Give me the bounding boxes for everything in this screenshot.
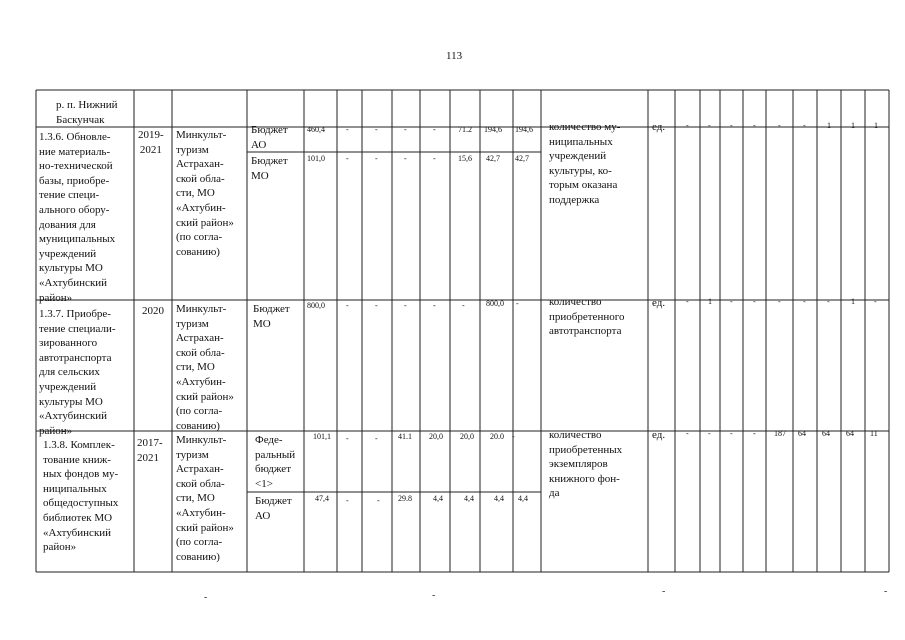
funding-value: 101,0 (307, 154, 325, 163)
funding-value: - (375, 434, 378, 443)
funding-source: Бюджет МО (253, 303, 290, 330)
target-value: 64 (822, 429, 830, 438)
target-value: - (730, 121, 733, 130)
funding-value: 4,4 (518, 494, 528, 503)
measure-name: 1.3.7. Приобре- тение специали- зированного автотранспорта для сельских учреждений культуры МО «Ахтубинский район» (39, 308, 116, 437)
settlement-name: р. п. Нижний Баскунчак (56, 99, 118, 126)
funding-source: Бюджет АО (251, 124, 288, 151)
executor: Минкульт- туризм Астрахан- ской обла- сти, МО «Ахтубин- ский район» (по согла- сованию) (176, 434, 234, 563)
funding-value: - (346, 125, 349, 134)
target-value: 1 (851, 121, 855, 130)
target-value: - (753, 121, 756, 130)
funding-value: - (375, 301, 378, 310)
target-value: 187 (774, 429, 786, 438)
unit: ед. (652, 121, 666, 133)
funding-value: - (346, 301, 349, 310)
funding-value: - (375, 125, 378, 134)
funding-value: - (346, 434, 349, 443)
funding-value: 20,0 (429, 432, 443, 441)
scan-mark: - (662, 586, 666, 597)
target-value: - (803, 121, 806, 130)
target-value: - (708, 429, 711, 438)
funding-value: 42,7 (486, 154, 500, 163)
funding-value: 20,0 (460, 432, 474, 441)
scan-mark: - (432, 590, 436, 601)
target-value: - (753, 429, 756, 438)
target-value: - (778, 121, 781, 130)
funding-value: - (375, 154, 378, 163)
funding-value: 41.1 (398, 432, 412, 441)
funding-value: 800,0 (486, 299, 504, 308)
measure-name: 1.3.6. Обновле- ние материаль- но-технической базы, приобре- тение специ- ального обору- дования для муниципальных учреждений культуры МО «Ахтубинский район» (39, 131, 116, 304)
target-value: - (730, 297, 733, 306)
funding-source: Феде- ральный бюджет <1> (255, 434, 296, 490)
target-value: 1 (827, 121, 831, 130)
indicator-name: количество приобретенного автотранспорта (549, 296, 625, 338)
target-value: 11 (870, 429, 878, 438)
measure-name: 1.3.8. Комплек- тование книж- ных фондов му- ниципальных общедоступных библиотек МО «Ахтубинский район» (43, 439, 119, 554)
funding-value: - (433, 154, 436, 163)
funding-value: 101,1 (313, 432, 331, 441)
funding-value: 800,0 (307, 301, 325, 310)
funding-value: 4,4 (433, 494, 443, 503)
indicator-name: количество приобретенных экземпляров книжного фон- да (549, 429, 623, 500)
funding-value: - (433, 301, 436, 310)
target-value: - (686, 429, 689, 438)
target-value: 1 (851, 297, 855, 306)
target-value: - (686, 297, 689, 306)
funding-value: 47,4 (315, 494, 329, 503)
funding-value: 29.8 (398, 494, 412, 503)
scan-mark: - (884, 586, 888, 597)
scan-mark: - (204, 592, 208, 603)
unit: ед. (652, 297, 666, 309)
funding-value: - (433, 125, 436, 134)
funding-value: 15,6 (458, 154, 472, 163)
years: 2019- 2021 (138, 129, 164, 156)
funding-value: - (346, 496, 349, 505)
funding-value: - (346, 154, 349, 163)
funding-value: 20.0 (490, 432, 504, 441)
unit: ед. (652, 429, 666, 441)
target-value: 1 (874, 121, 878, 130)
target-value: - (827, 297, 830, 306)
funding-value: - (516, 299, 519, 308)
target-value: 1 (708, 297, 712, 306)
executor: Минкульт- туризм Астрахан- ской обла- сти, МО «Ахтубин- ский район» (по согла- сованию) (176, 303, 234, 432)
years: 2020 (142, 305, 164, 317)
funding-value: - (404, 125, 407, 134)
page-number: 113 (446, 50, 463, 62)
target-value: - (874, 297, 877, 306)
funding-value: 460,4 (307, 125, 325, 134)
funding-value: - (404, 301, 407, 310)
target-value: - (730, 429, 733, 438)
target-value: 64 (798, 429, 806, 438)
indicator-name: количество му- ниципальных учреждений культуры, ко- торым оказана поддержка (549, 121, 621, 206)
funding-value: 71.2 (458, 125, 472, 134)
target-value: - (753, 297, 756, 306)
target-value: 64 (846, 429, 854, 438)
executor: Минкульт- туризм Астрахан- ской обла- сти, МО «Ахтубин- ский район» (по согла- сованию) (176, 129, 234, 258)
funding-value: 194,6 (484, 125, 502, 134)
funding-source: Бюджет МО (251, 155, 288, 182)
funding-value: - (512, 432, 515, 441)
target-value: - (803, 297, 806, 306)
funding-value: 4,4 (464, 494, 474, 503)
funding-source: Бюджет АО (255, 495, 292, 522)
target-value: - (778, 297, 781, 306)
years: 2017- 2021 (137, 437, 163, 464)
funding-value: - (377, 496, 380, 505)
funding-value: 4,4 (494, 494, 504, 503)
target-value: - (686, 121, 689, 130)
funding-value: - (462, 301, 465, 310)
funding-value: 42,7 (515, 154, 529, 163)
funding-value: - (404, 154, 407, 163)
target-value: - (708, 121, 711, 130)
funding-value: 194,6 (515, 125, 533, 134)
